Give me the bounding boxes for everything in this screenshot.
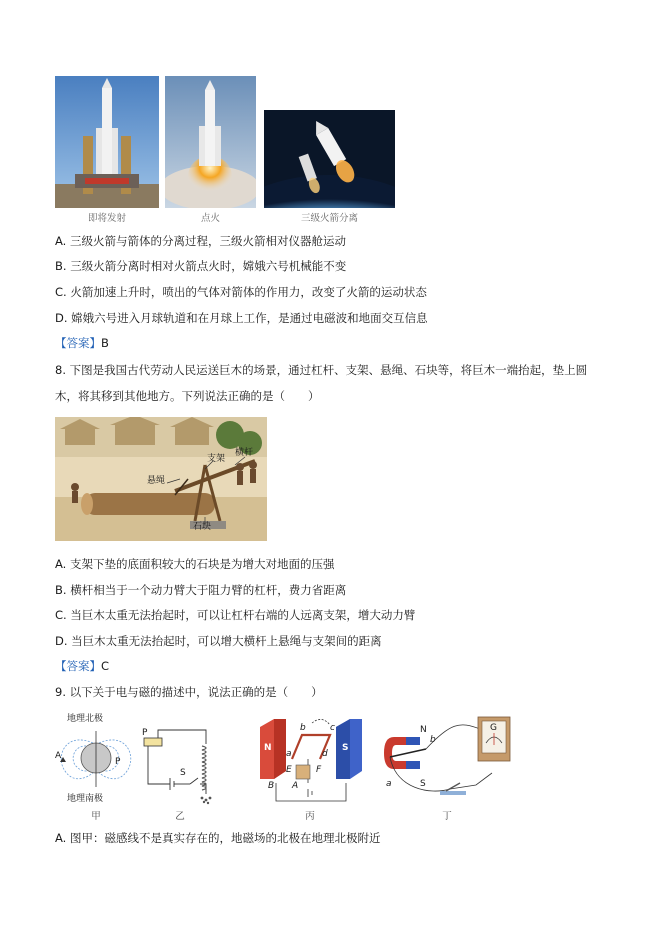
fig-bing-magnet-coil <box>256 713 366 808</box>
q8-stem-line2: 木，将其移到其他地方。下列说法正确的是（ ） <box>55 389 320 403</box>
fig-ding-s-label: S <box>420 779 426 789</box>
log-transport-illustration <box>55 417 267 541</box>
q8-option-b: B. 横杆相当于一个动力臂大于阻力臂的杠杆，费力省距离 <box>55 583 347 597</box>
rocket-ignition-photo <box>165 76 256 208</box>
fig-jia-earth-field <box>55 711 137 821</box>
fig-ding-b-label: b <box>430 735 436 745</box>
fig-ding-a-label: a <box>386 779 392 789</box>
fig-bing-s-label: S <box>342 743 349 753</box>
fig-ding-g-label: G <box>490 723 497 733</box>
fig-jia-south-label: 地理南极 <box>67 794 104 804</box>
fig-yi-solenoid-circuit <box>140 724 220 808</box>
rocket-separation-photo <box>264 110 395 208</box>
fig-bing-c-label: c <box>330 723 335 733</box>
fig-bing-f-label: F <box>316 765 322 775</box>
fig-bing-n-label: N <box>264 743 272 753</box>
fig-ding-n-label: N <box>420 725 427 735</box>
q9-stem: 9. 以下关于电与磁的描述中，说法正确的是（ ） <box>55 685 323 699</box>
q7-option-c: C. 火箭加速上升时，喷出的气体对箭体的作用力，改变了火箭的运动状态 <box>55 285 427 299</box>
fig-ding-caption: 丁 <box>442 811 452 822</box>
q8-stem-line1: 8. 下图是我国古代劳动人民运送巨木的场景，通过杠杆、支架、悬绳、石块等，将巨木一端抬起，垫上圆 <box>55 363 588 377</box>
fig-bing-d-label: d <box>322 749 328 759</box>
rocket-ready-caption: 即将发射 <box>87 213 126 224</box>
fig-bing-A-label: A <box>292 781 299 791</box>
label-rope: 悬绳 <box>147 476 166 486</box>
label-crossbar: 横杆 <box>235 448 254 458</box>
q8-option-a: A. 支架下垫的底面积较大的石块是为增大对地面的压强 <box>55 557 335 571</box>
fig-bing-caption: 丙 <box>305 811 315 822</box>
fig-yi-p-label: P <box>142 728 148 738</box>
label-support: 支架 <box>207 454 226 464</box>
fig-bing-b-label: b <box>300 723 306 733</box>
fig-yi-caption: 乙 <box>175 811 185 822</box>
q8-option-d: D. 当巨木太重无法抬起时，可以增大横杆上悬绳与支架间的距离 <box>55 634 382 648</box>
q9-option-a: A. 图甲：磁感线不是真实存在的，地磁场的北极在地理北极附近 <box>55 831 381 845</box>
fig-jia-north-label: 地理北极 <box>67 714 104 724</box>
fig-bing-B-label: B <box>268 781 275 791</box>
fig-bing-a-label: a <box>286 749 292 759</box>
q7-option-d: D. 嫦娥六号进入月球轨道和在月球上工作，是通过电磁波和地面交互信息 <box>55 311 428 325</box>
fig-bing-e-label: E <box>286 765 292 775</box>
fig-jia-a-label: A <box>55 751 62 761</box>
label-stone: 石块 <box>193 522 212 532</box>
q7-option-a: A. 三级火箭与箭体的分离过程，三级火箭相对仪器舱运动 <box>55 234 346 248</box>
rocket-separation-caption: 三级火箭分离 <box>300 213 358 224</box>
fig-ding-galvanometer <box>380 713 515 808</box>
fig-yi-s-label: S <box>180 768 186 778</box>
q7-option-b: B. 三级火箭分离时相对火箭点火时，嫦娥六号机械能不变 <box>55 259 347 273</box>
fig-jia-p-label: P <box>115 757 121 767</box>
q7-answer: 【答案】B <box>55 336 109 350</box>
q8-answer: 【答案】C <box>55 659 110 673</box>
rocket-ignition-caption: 点火 <box>200 213 220 224</box>
fig-jia-caption: 甲 <box>91 811 101 822</box>
rocket-ready-photo <box>55 76 159 208</box>
q8-option-c: C. 当巨木太重无法抬起时，可以让杠杆右端的人远离支架，增大动力臂 <box>55 608 416 622</box>
